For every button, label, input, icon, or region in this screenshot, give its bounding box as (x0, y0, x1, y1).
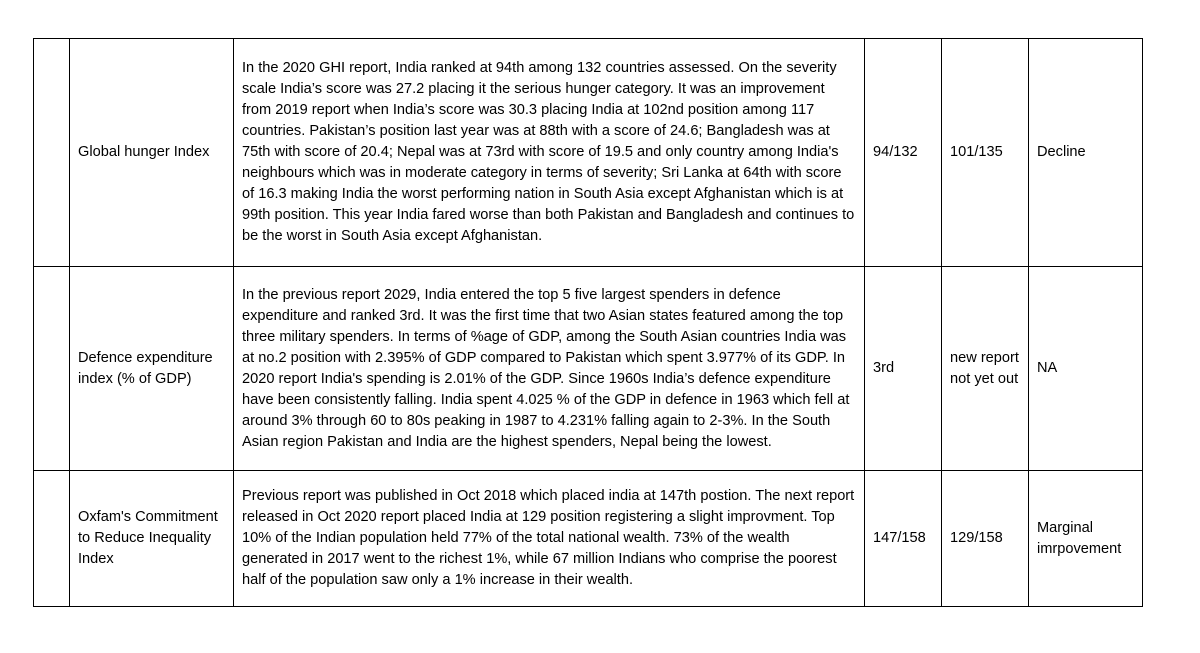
indicator-cell: Global hunger Index (70, 39, 234, 267)
previous-rank-cell: 94/132 (865, 39, 942, 267)
indicator-cell: Oxfam's Commitment to Reduce Inequality Index (70, 471, 234, 607)
trend-cell: Decline (1029, 39, 1143, 267)
trend-cell: NA (1029, 267, 1143, 471)
description-cell: In the previous report 2029, India entered the top 5 five largest spenders in defence expenditure and ranked 3rd. It was the first time that two Asian states featured among the top three military spenders. In terms of %age of GDP, among the South Asian countries India was at no.2 position with 2.395% of GDP compared to Pakistan which spent 3.977% of its GDP. In 2020 report India's spending is 2.01% of the GDP. Since 1960s India’s defence expenditure have been consistently falling. India spent 4.025 % of the GDP in defence in 1963 which fell at around 3% through 60 to 80s peaking in 1987 to 4.231% falling again to 2-3%. In the South Asian region Pakistan and India are the highest spenders, Nepal being the lowest. (234, 267, 865, 471)
description-cell: In the 2020 GHI report, India ranked at 94th among 132 countries assessed. On the severity scale India’s score was 27.2 placing it the serious hunger category. It was an improvement from 2019 report when India’s score was 30.3 placing India at 102nd position among 117 countries. Pakistan’s position last year was at 88th with a score of 24.6; Bangladesh was at 75th with score of 20.4; Nepal was at 73rd with score of 19.5 and only country among India's neighbours which was in moderate category in terms of severity; Sri Lanka at 64th with score of 16.3 making India the worst performing nation in South Asia except Afghanistan which is at 99th position. This year India fared worse than both Pakistan and Bangladesh and continues to be the worst in South Asia except Afghanistan. (234, 39, 865, 267)
table-row (34, 471, 1143, 607)
table-row (34, 39, 1143, 267)
trend-cell: Marginal imrpovement (1029, 471, 1143, 607)
blank-cell (34, 471, 70, 607)
indicator-table (33, 38, 1143, 607)
previous-rank-cell: 3rd (865, 267, 942, 471)
current-rank-cell: new report not yet out (942, 267, 1029, 471)
table-row (34, 267, 1143, 471)
blank-cell (34, 267, 70, 471)
current-rank-cell: 129/158 (942, 471, 1029, 607)
blank-cell (34, 39, 70, 267)
current-rank-cell: 101/135 (942, 39, 1029, 267)
previous-rank-cell: 147/158 (865, 471, 942, 607)
indicator-cell: Defence expenditure index (% of GDP) (70, 267, 234, 471)
description-cell: Previous report was published in Oct 2018 which placed india at 147th postion. The next report released in Oct 2020 report placed India at 129 position registering a slight improvment. Top 10% of the Indian population held 77% of the total national wealth. 73% of the wealth generated in 2017 went to the richest 1%, while 67 million Indians who comprise the poorest half of the population saw only a 1% increase in their wealth. (234, 471, 865, 607)
